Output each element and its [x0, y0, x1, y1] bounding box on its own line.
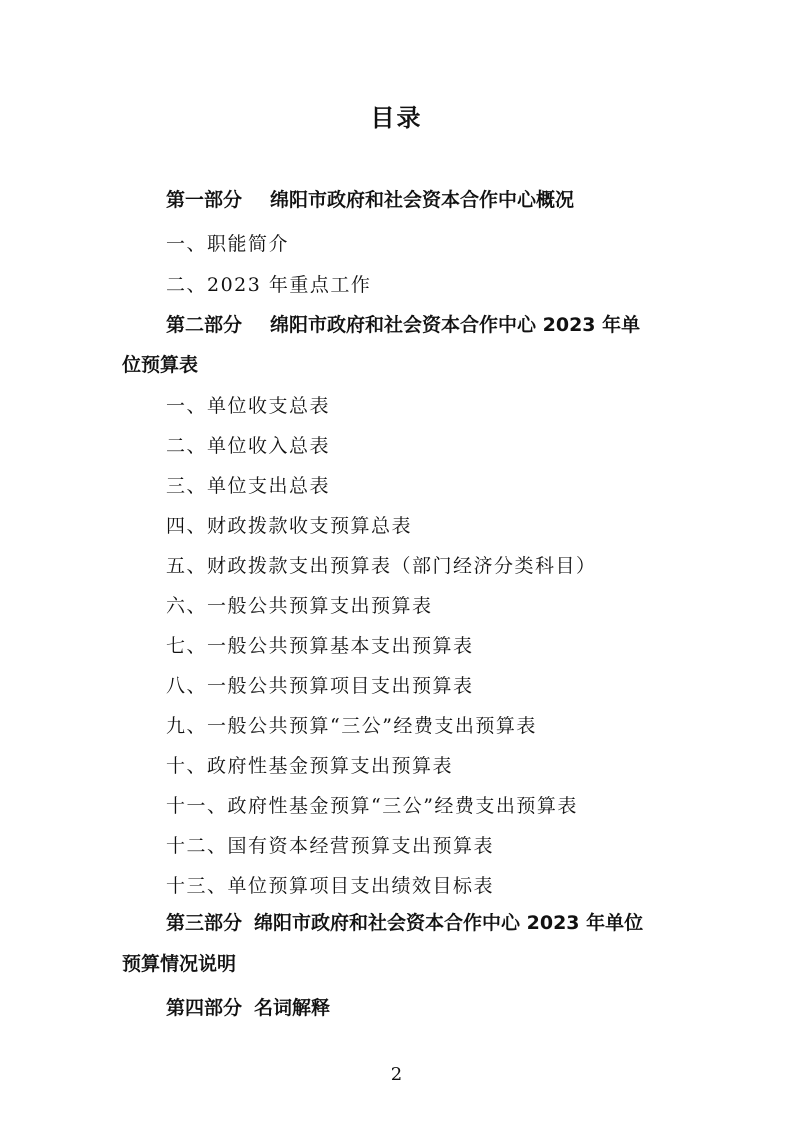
part4-heading[interactable] [166, 995, 330, 1021]
part2-label: 第二部分 [166, 314, 243, 336]
toc-item[interactable]: 一、单位收支总表 [166, 395, 331, 417]
part4-text: 名词解释 [254, 997, 331, 1019]
part4-label: 第四部分 [166, 997, 243, 1019]
toc-item[interactable]: 四、财政拨款收支预算总表 [166, 515, 413, 537]
toc-item[interactable]: 五、财政拨款支出预算表（部门经济分类科目） [166, 555, 597, 577]
toc-item[interactable]: 六、一般公共预算支出预算表 [166, 595, 433, 617]
part1-text: 绵阳市政府和社会资本合作中心概况 [270, 189, 575, 211]
toc-item[interactable]: 十、政府性基金预算支出预算表 [166, 755, 454, 777]
part2-heading-cont[interactable]: 位预算表 [122, 354, 199, 376]
toc-item[interactable]: 八、一般公共预算项目支出预算表 [166, 675, 474, 697]
toc-item[interactable]: 十二、国有资本经营预算支出预算表 [166, 835, 495, 857]
part1-heading[interactable] [166, 187, 574, 213]
part3-label: 第三部分 [166, 912, 243, 934]
toc-title: 目录 [370, 104, 423, 132]
part2-text: 绵阳市政府和社会资本合作中心 2023 年单 [270, 314, 641, 336]
part3-heading[interactable] [166, 910, 643, 936]
toc-item[interactable]: 三、单位支出总表 [166, 475, 331, 497]
part2-heading[interactable] [166, 312, 640, 338]
toc-item[interactable]: 九、一般公共预算“三公”经费支出预算表 [166, 715, 537, 737]
part1-label: 第一部分 [166, 189, 243, 211]
page-number: 2 [390, 1064, 403, 1085]
toc-item[interactable]: 一、职能简介 [166, 233, 290, 255]
toc-item[interactable]: 二、单位收入总表 [166, 435, 331, 457]
toc-item[interactable]: 十三、单位预算项目支出绩效目标表 [166, 875, 495, 897]
part3-text: 绵阳市政府和社会资本合作中心 2023 年单位 [254, 912, 644, 934]
toc-item[interactable]: 七、一般公共预算基本支出预算表 [166, 635, 474, 657]
toc-item[interactable]: 二、2023 年重点工作 [166, 274, 372, 296]
toc-item[interactable]: 十一、政府性基金预算“三公”经费支出预算表 [166, 795, 578, 817]
part3-heading-cont[interactable]: 预算情况说明 [122, 953, 237, 975]
